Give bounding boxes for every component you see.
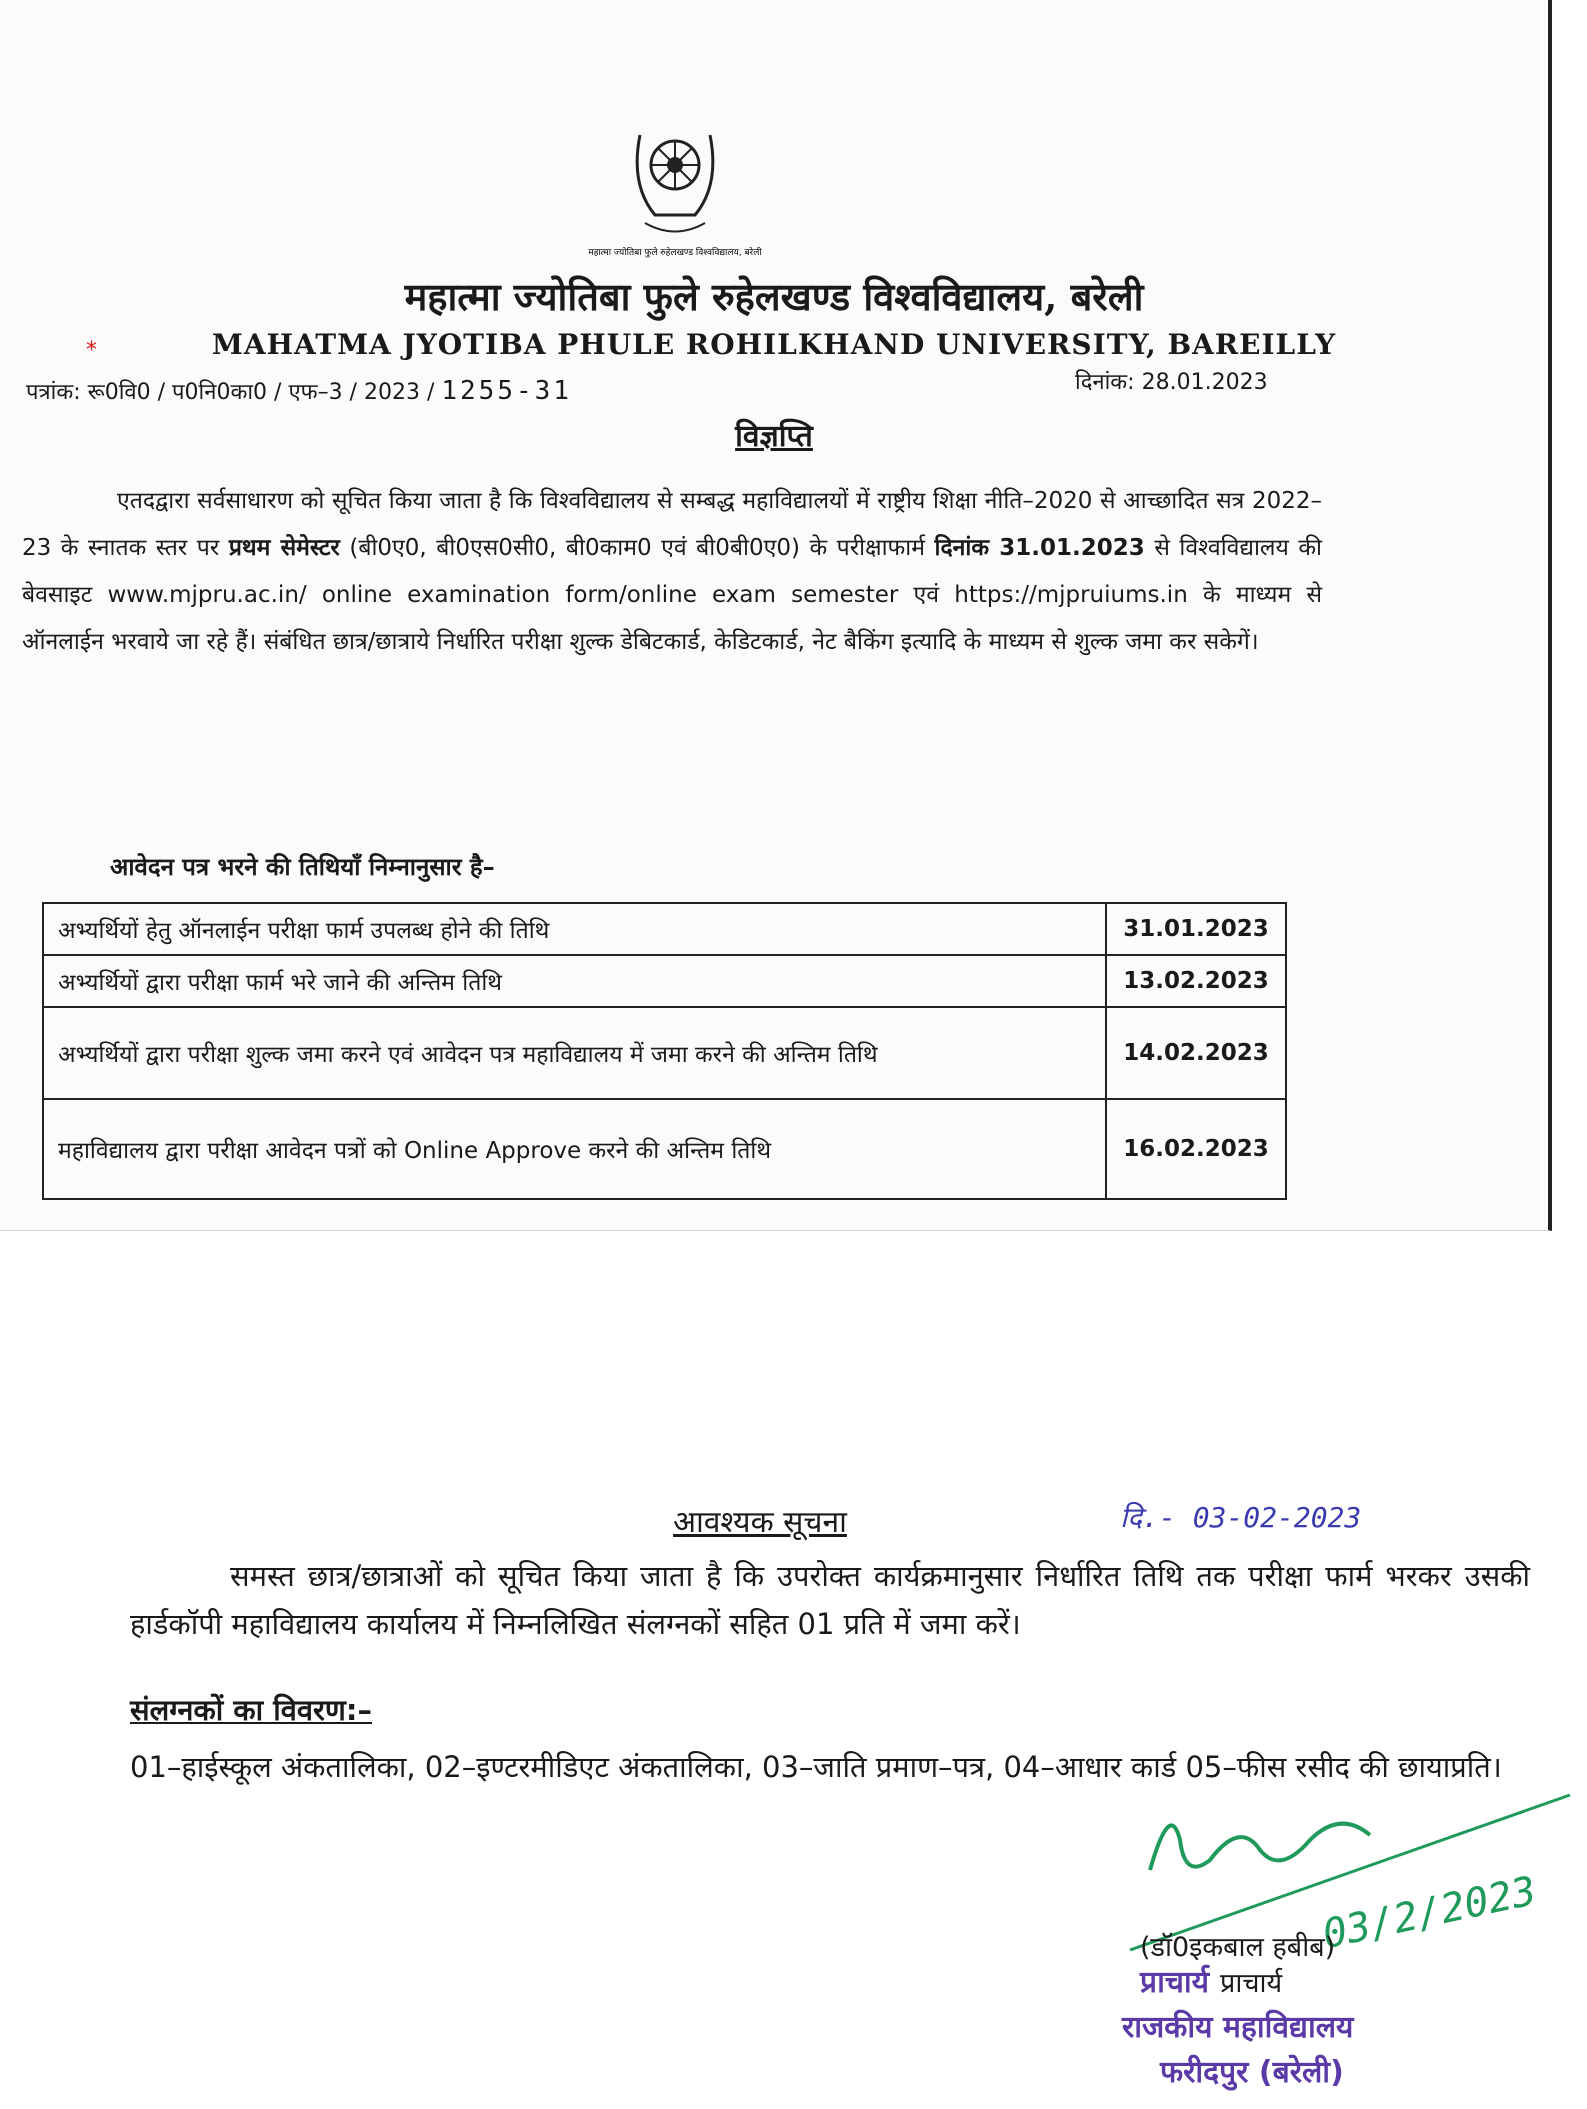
signatory-role: प्राचार्य — [1220, 1968, 1283, 1999]
red-mark-icon: * — [86, 338, 97, 363]
notice-paragraph: एतदद्वारा सर्वसाधारण को सूचित किया जाता है कि विश्वविद्यालय से सम्बद्ध महाविद्यालयों में राष्ट्रीय शिक्षा नीति–2020 से आच्छादित सत्र 2022–23 के स्नातक स्तर पर प्रथम सेमेस्टर (बी0ए0, बी0एस0सी0, बी0काम0 एवं बी0बी0ए0) के परीक्षाफार्म दिनांक 31.01.2023 से विश्वविद्यालय की बेवसाइट www.mjpru.ac.in/ online examination form/online exam semester एवं https://mjpruiums.in के माध्यम से ऑनलाईन भरवाये जा रहे हैं। संबंधित छात्र/छात्राये निर्धारित परीक्षा शुल्क डेबिटकार्ड, केडिटकार्ड, नेट बैकिंग इत्यादि के माध्यम से शुल्क जमा कर सकेगें। — [22, 488, 1323, 655]
attachments-list: 01–हाईस्कूल अंकतालिका, 02–इण्टरमीडिएट अंकतालिका, 03–जाति प्रमाण–पत्र, 04–आधार कार्ड 05–फीस रसीद की छायाप्रति। — [130, 1750, 1502, 1784]
university-name-hindi: महात्मा ज्योतिबा फुले रुहेलखण्ड विश्वविद्यालय, बरेली — [404, 274, 1144, 319]
table-row — [43, 1007, 1286, 1099]
date-cell: 13.02.2023 — [1106, 955, 1286, 1007]
date-bold: दिनांक 31.01.2023 — [934, 535, 1145, 561]
stamp-designation: प्राचार्य — [1140, 1965, 1210, 2000]
date-cell: 14.02.2023 — [1106, 1007, 1286, 1099]
stamp-college: राजकीय महाविद्यालय — [1122, 2010, 1354, 2045]
college-notice-body: समस्त छात्र/छात्राओं को सूचित किया जाता है कि उपरोक्त कार्यक्रमानुसार निर्धारित तिथि तक परीक्षा फार्म भरकर उसकी हार्डकॉपी महाविद्यालय कार्यालय में निम्नलिखित संलग्नकों सहित 01 प्रति में जमा करें। — [130, 1559, 1530, 1641]
date-label: दिनांक: — [1075, 370, 1135, 395]
table-row — [43, 1099, 1286, 1199]
signatory-name: (डॉ0इकबाल हबीब) — [1140, 1932, 1336, 1963]
handwritten-date: दि.- 03-02-2023 — [1120, 1501, 1362, 1534]
event-cell: अभ्यर्थियों हेतु ऑनलाईन परीक्षा फार्म उपलब्ध होने की तिथि — [43, 903, 1106, 955]
svg-text:महात्मा ज्योतिबा फुले रुहेलखण्: महात्मा ज्योतिबा फुले रुहेलखण्ड विश्वविद्यालय, बरेली — [588, 248, 762, 258]
event-cell: महाविद्यालय द्वारा परीक्षा आवेदन पत्रों को Online Approve करने की अन्तिम तिथि — [43, 1099, 1106, 1199]
svg-text:03/2/2023: 03/2/2023 — [1318, 1867, 1541, 1959]
university-website-link[interactable]: www.mjpru.ac.in/ — [107, 582, 307, 608]
attachments-title: संलग्नकों का विवरण:– — [130, 1693, 372, 1727]
dates-table-heading: आवेदन पत्र भरने की तिथियॉं निम्नानुसार है– — [110, 853, 495, 881]
date-cell: 31.01.2023 — [1106, 903, 1286, 955]
event-cell: अभ्यर्थियों द्वारा परीक्षा शुल्क जमा करने एवं आवेदन पत्र महाविद्यालय में जमा करने की अन्तिम तिथि — [43, 1007, 1106, 1099]
notice-date — [1075, 366, 1268, 396]
event-cell: अभ्यर्थियों द्वारा परीक्षा फार्म भरे जाने की अन्तिम तिथि — [43, 955, 1106, 1007]
semester-bold: प्रथम सेमेस्टर — [228, 535, 340, 561]
university-emblem-icon — [588, 105, 762, 265]
notice-title: विज्ञप्ति — [735, 419, 813, 454]
reference-number — [26, 376, 572, 406]
date-cell: 16.02.2023 — [1106, 1099, 1286, 1199]
reference-label: पत्रांक: रू0वि0 / प0नि0का0 / एफ–3 / 2023 / — [26, 380, 435, 405]
stamp-location: फरीदपुर (बरेली) — [1160, 2055, 1344, 2090]
university-name-english: MAHATMA JYOTIBA PHULE ROHILKHAND UNIVERSITY, BAREILLY — [211, 328, 1337, 361]
table-row — [43, 903, 1286, 955]
iums-portal-link[interactable]: https://mjpruiums.in — [954, 582, 1188, 608]
reference-handwritten: 1255-31 — [441, 376, 572, 406]
dates-table — [42, 902, 1287, 1200]
table-row — [43, 955, 1286, 1007]
date-value: 28.01.2023 — [1141, 370, 1268, 395]
college-notice-title: आवश्यक सूचना — [673, 1505, 847, 1540]
